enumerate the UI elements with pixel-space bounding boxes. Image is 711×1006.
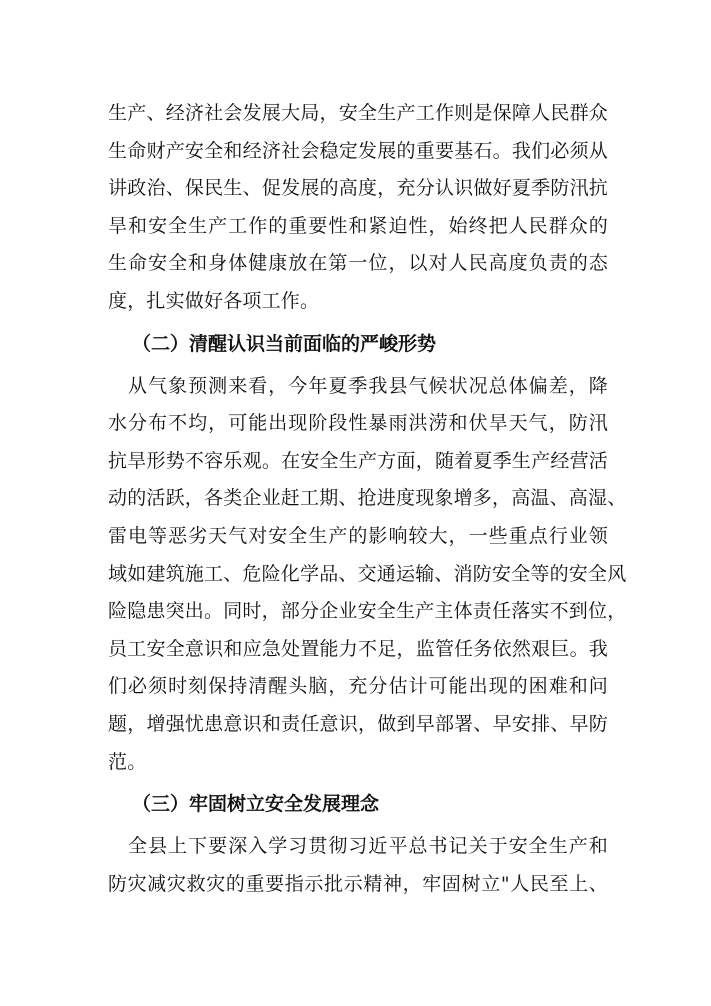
paragraph-line: 范。 bbox=[108, 750, 147, 773]
paragraph-line: 从气象预测来看，今年夏季我县气候状况总体偏差，降 bbox=[108, 374, 608, 397]
paragraph-line: 生命安全和身体健康放在第一位，以对人民高度负责的态 bbox=[108, 252, 608, 275]
paragraph-3 bbox=[108, 828, 608, 903]
paragraph-line: 生产、经济社会发展大局，安全生产工作则是保障人民群众 bbox=[108, 102, 608, 124]
paragraph-line: 生命财产安全和经济社会稳定发展的重要基石。我们必须从 bbox=[108, 139, 608, 162]
paragraph-line: 险隐患突出。同时，部分企业安全生产主体责任落实不到位， bbox=[108, 600, 627, 623]
paragraph-line: 员工安全意识和应急处置能力不足，监管任务依然艰巨。我 bbox=[108, 637, 608, 660]
paragraph-line: 度，扎实做好各项工作。 bbox=[108, 289, 320, 312]
paragraph-line: 动的活跃，各类企业赶工期、抢进度现象增多，高温、高湿、 bbox=[108, 487, 627, 510]
section-heading-3: （三）牢固树立安全发展理念 bbox=[132, 793, 380, 816]
section-heading-2: （二）清醒认识当前面临的严峻形势 bbox=[132, 332, 437, 355]
paragraph-line: 全县上下要深入学习贯彻习近平总书记关于安全生产和 bbox=[108, 835, 608, 858]
paragraph-line: 抗旱形势不容乐观。在安全生产方面，随着夏季生产经营活 bbox=[108, 449, 608, 472]
paragraph-line: 防灾减灾救灾的重要指示批示精神，牢固树立"人民至上、 bbox=[108, 872, 608, 895]
paragraph-2 bbox=[108, 368, 627, 782]
document-body bbox=[108, 95, 627, 903]
paragraph-line: 题，增强忧患意识和责任意识，做到早部署、早安排、早防 bbox=[108, 712, 608, 735]
paragraph-line: 讲政治、保民生、促发展的高度，充分认识做好夏季防汛抗 bbox=[108, 177, 608, 200]
paragraph-1 bbox=[108, 95, 608, 321]
paragraph-line: 雷电等恶劣天气对安全生产的影响较大，一些重点行业领 bbox=[108, 524, 608, 547]
paragraph-line: 水分布不均，可能出现阶段性暴雨洪涝和伏旱天气，防汛 bbox=[108, 412, 608, 435]
paragraph-line: 旱和安全生产工作的重要性和紧迫性，始终把人民群众的 bbox=[108, 214, 608, 237]
paragraph-line: 域如建筑施工、危险化学品、交通运输、消防安全等的安全风 bbox=[108, 562, 627, 585]
paragraph-line: 们必须时刻保持清醒头脑，充分估计可能出现的困难和问 bbox=[108, 675, 608, 698]
